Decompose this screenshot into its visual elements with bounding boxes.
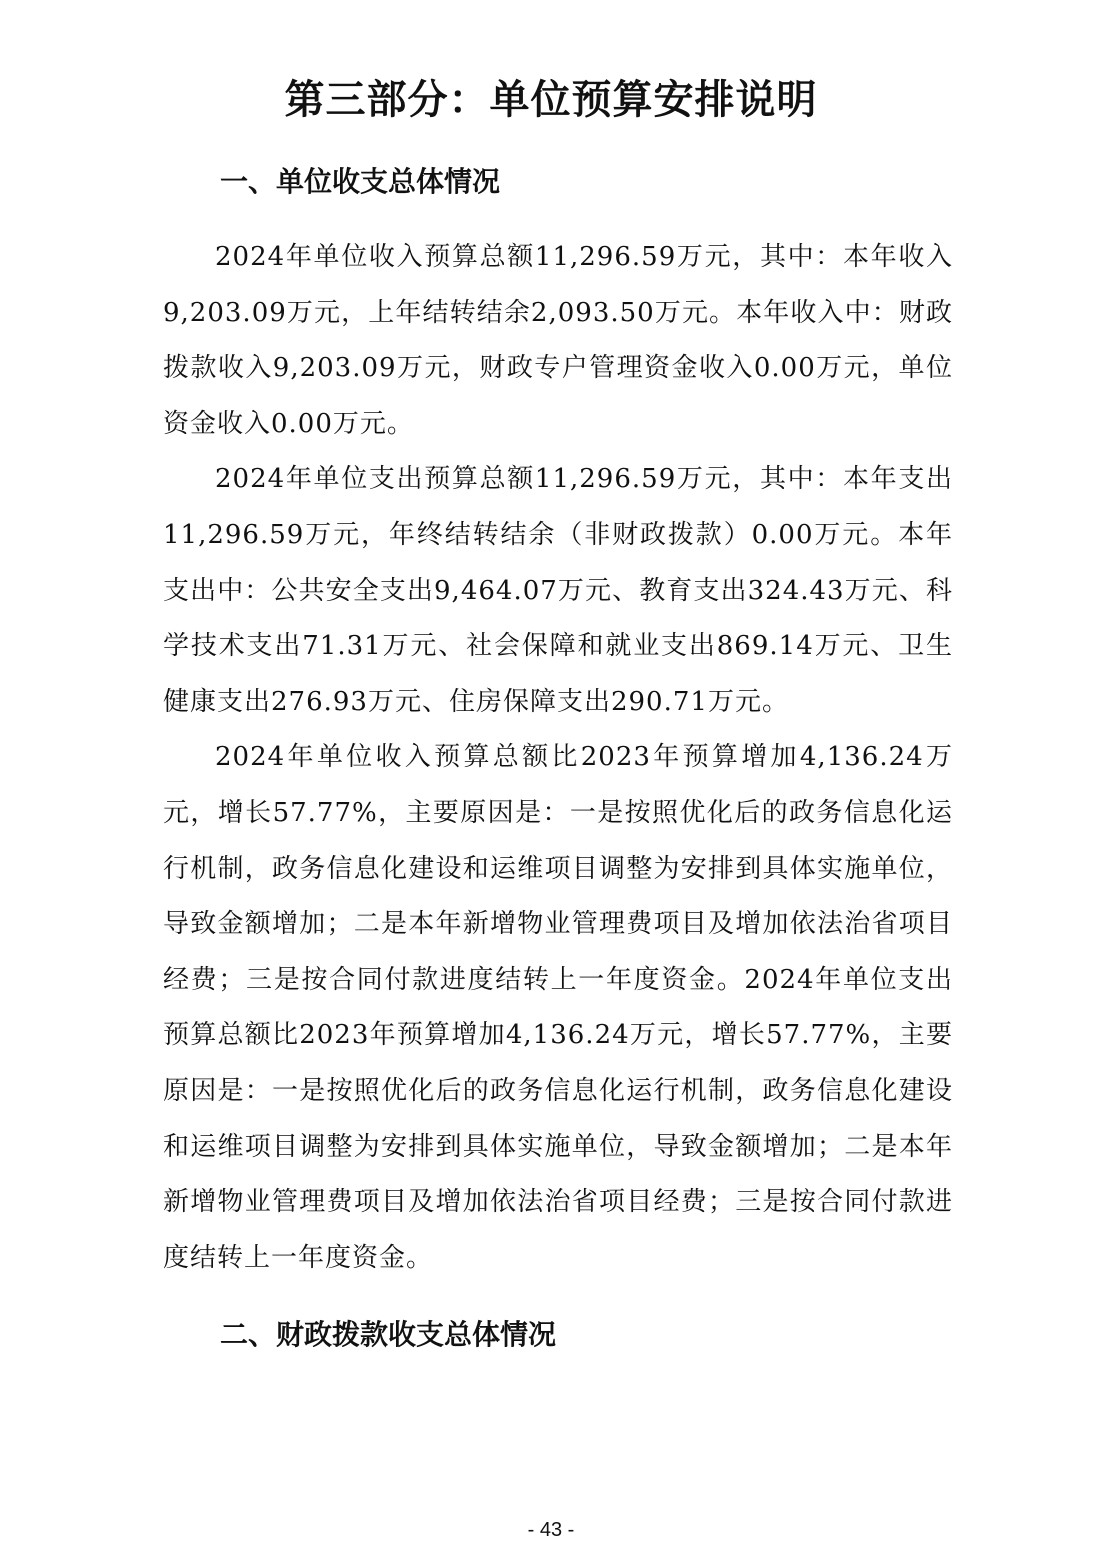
section-heading-1: 一、单位收支总体情况: [220, 165, 501, 198]
section-1-body: [163, 230, 953, 1286]
paragraph-income: 2024年单位收入预算总额11,296.59万元，其中：本年收入9,203.09万元，上年结转结余2,093.50万元。本年收入中：财政拨款收入9,203.09万元，财政专户管理资金收入0.00万元，单位资金收入0.00万元。: [163, 242, 953, 439]
page-number: - 43 -: [527, 1519, 575, 1541]
section-heading-2: 二、财政拨款收支总体情况: [220, 1318, 557, 1351]
paragraph-expenditure: 2024年单位支出预算总额11,296.59万元，其中：本年支出11,296.59万元，年终结转结余（非财政拨款）0.00万元。本年支出中：公共安全支出9,464.07万元、教育支出324.43万元、科学技术支出71.31万元、社会保障和就业支出869.14万元、卫生健康支出276.93万元、住房保障支出290.71万元。: [163, 464, 953, 717]
paragraph-change-reasons: 2024年单位收入预算总额比2023年预算增加4,136.24万元，增长57.77%，主要原因是：一是按照优化后的政务信息化运行机制，政务信息化建设和运维项目调整为安排到具体实施单位，导致金额增加；二是本年新增物业管理费项目及增加依法治省项目经费；三是按合同付款进度结转上一年度资金。2024年单位支出预算总额比2023年预算增加4,136.24万元，增长57.77%，主要原因是：一是按照优化后的政务信息化运行机制，政务信息化建设和运维项目调整为安排到具体实施单位，导致金额增加；二是本年新增物业管理费项目及增加依法治省项目经费；三是按合同付款进度结转上一年度资金。: [163, 742, 953, 1273]
page-title: 第三部分：单位预算安排说明: [284, 77, 818, 123]
